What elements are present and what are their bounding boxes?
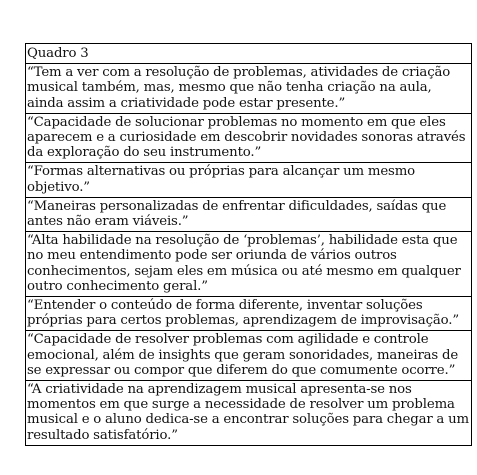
table-row	[26, 197, 472, 231]
quote-cell: “Capacidade de solucionar problemas no momento em que eles aparecem e a curiosidade em descobrir novidades sonoras através da exploração do seu instrumento.”	[26, 113, 472, 163]
quadro-table	[25, 43, 472, 446]
table-header-row	[26, 44, 472, 64]
table-title: Quadro 3	[26, 44, 472, 64]
quote-cell: “Maneiras personalizadas de enfrentar dificuldades, saídas que antes não eram viáveis.”	[26, 197, 472, 231]
table-row	[26, 113, 472, 163]
quote-cell: “Formas alternativas ou próprias para alcançar um mesmo objetivo.”	[26, 163, 472, 197]
quote-cell: “A criatividade na aprendizagem musical apresenta-se nos momentos em que surge a necessidade de resolver um problema musical e o aluno dedica-se a encontrar soluções para chegar a um resultado satisfatório.”	[26, 381, 472, 446]
quote-cell: “Tem a ver com a resolução de problemas, atividades de criação musical também, mas, mesmo que não tenha criação na aula, ainda assim a criatividade pode estar presente.”	[26, 64, 472, 114]
table-row	[26, 64, 472, 114]
quote-cell: “Capacidade de resolver problemas com agilidade e controle emocional, além de insights que geram sonoridades, maneiras de se expressar ou compor que diferem do que comumente ocorre.”	[26, 331, 472, 381]
table-row	[26, 381, 472, 446]
quote-cell: “Alta habilidade na resolução de ‘problemas’, habilidade esta que no meu entendimento pode ser oriunda de vários outros conhecimentos, sejam eles em música ou até mesmo em qualquer outro conhecimento geral.”	[26, 232, 472, 297]
quote-cell: “Entender o conteúdo de forma diferente, inventar soluções próprias para certos problemas, aprendizagem de improvisação.”	[26, 297, 472, 331]
table-row	[26, 163, 472, 197]
table-row	[26, 232, 472, 297]
table-row	[26, 331, 472, 381]
table-row	[26, 297, 472, 331]
